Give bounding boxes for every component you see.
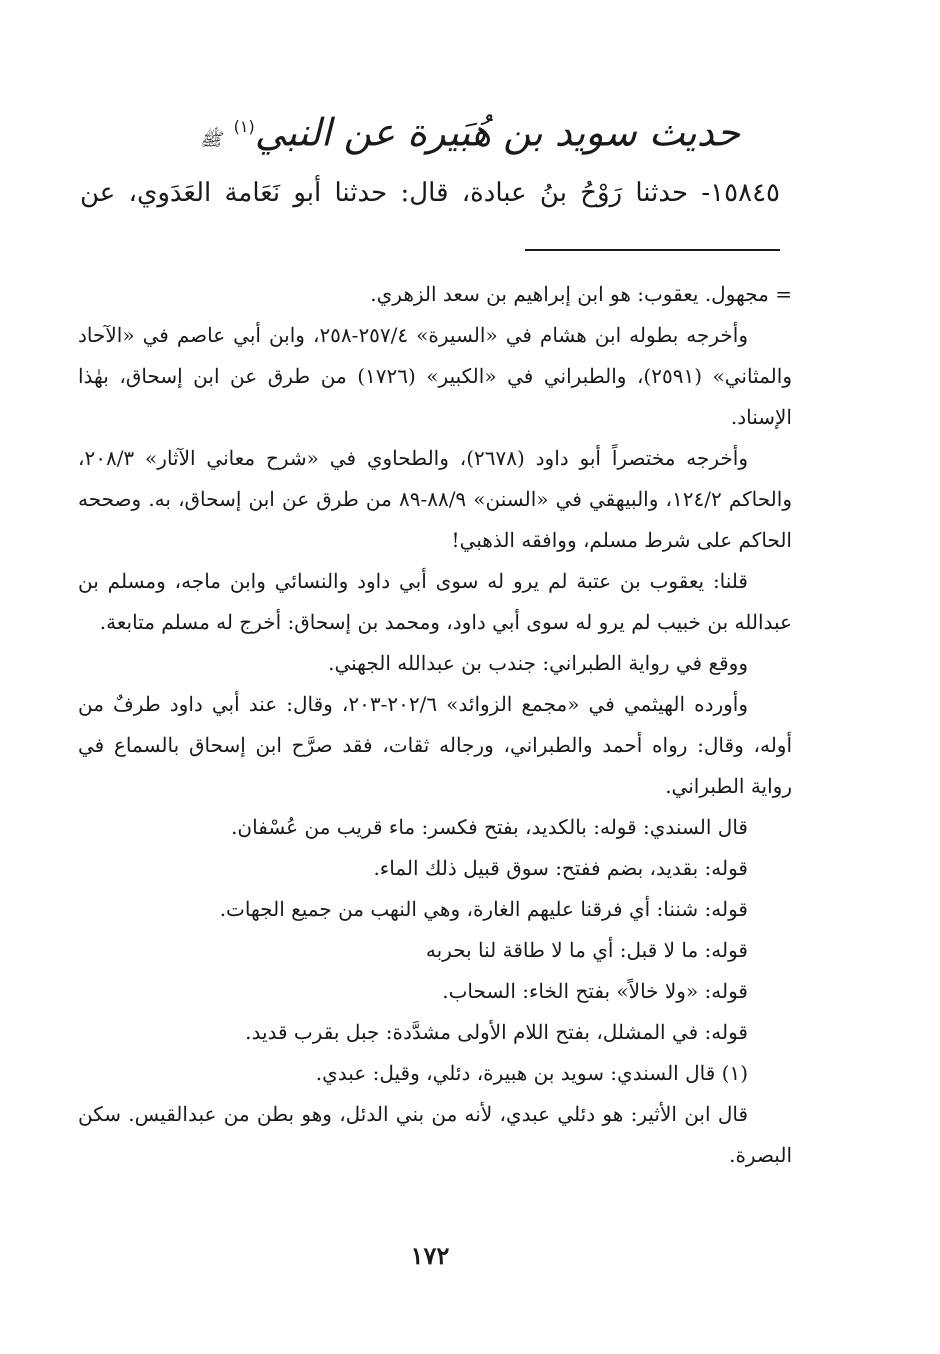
- footnote-paragraph: وأخرجه بطوله ابن هشام في «السيرة» ٢٥٧/٤-٢٥٨، وابن أبي عاصم في «الآحاد والمثاني» (٢٥٩١)، والطبراني في «الكبير» (١٧٢٦) من طرق عن ابن إسحاق، بهٰذا الإسناد.: [78, 323, 792, 429]
- footnote-paragraph: قوله: بقديد، بضم ففتح: سوق قبيل ذلك الماء.: [373, 856, 748, 880]
- page-number: ١٧٢: [410, 1241, 450, 1270]
- footnote-paragraph: وأخرجه مختصراً أبو داود (٢٦٧٨)، والطحاوي في «شرح معاني الآثار» ٢٠٨/٣، والحاكم ١٢٤/٢، والبيهقي في «السنن» ٨٨/٩-٨٩ من طرق عن ابن إسحاق، به. وصححه الحاكم على شرط مسلم، ووافقه الذهبي!: [78, 446, 792, 552]
- salutation-glyph: ﷺ: [199, 129, 222, 151]
- footnote-paragraph: وأورده الهيثمي في «مجمع الزوائد» ٢٠٢/٦-٢٠٣، وقال: عند أبي داود طرفٌ من أوله، وقال: رواه أحمد والطبراني، ورجاله ثقات، فقد صرَّح ابن إسحاق بالسماع في رواية الطبراني.: [78, 692, 792, 798]
- heading-footnote-marker: (١): [233, 117, 255, 136]
- hadith-text-line: ١٥٨٤٥- حدثنا رَوْحُ بنُ عبادة، قال: حدثنا أبو نَعَامة العَدَوي، عن: [80, 178, 780, 208]
- footnote-paragraph: قوله: ما لا قبل: أي ما لا طاقة لنا بحربه: [425, 938, 748, 962]
- footnote-paragraph: قلنا: يعقوب بن عتبة لم يرو له سوى أبي داود والنسائي وابن ماجه، ومسلم بن عبدالله بن خبيب لم يرو له سوى أبي داود، ومحمد بن إسحاق: أخرج له مسلم متابعة.: [78, 569, 792, 634]
- footnote-separator: [525, 249, 780, 251]
- footnote-paragraph: = مجهول. يعقوب: هو ابن إبراهيم بن سعد الزهري.: [370, 282, 792, 306]
- footnote-paragraph: قوله: شننا: أي فرقنا عليهم الغارة، وهي النهب من جميع الجهات.: [219, 897, 748, 921]
- footnote-paragraph: قوله: في المشلل، بفتح اللام الأولى مشدَّدة: جبل بقرب قديد.: [245, 1020, 748, 1044]
- footnote-paragraph: قال ابن الأثير: هو دئلي عبدي، لأنه من بني الدئل، وهو بطن من عبدالقيس. سكن البصرة.: [78, 1102, 792, 1167]
- footnote-paragraph: قال السندي: قوله: بالكديد، بفتح فكسر: ماء قريب من عُسْفان.: [231, 815, 748, 839]
- chapter-heading: [150, 92, 790, 162]
- footnote-paragraph: ووقع في رواية الطبراني: جندب بن عبدالله الجهني.: [328, 651, 748, 675]
- footnote-paragraph: (١) قال السندي: سويد بن هبيرة، دئلي، وقيل: عبدي.: [315, 1061, 748, 1085]
- footnote-paragraph: قوله: «ولا خالاً» بفتح الخاء: السحاب.: [442, 979, 748, 1003]
- heading-title: حديث سويد بن هُبَيرة عن النبي: [254, 110, 741, 155]
- footnotes-block: [78, 274, 792, 1176]
